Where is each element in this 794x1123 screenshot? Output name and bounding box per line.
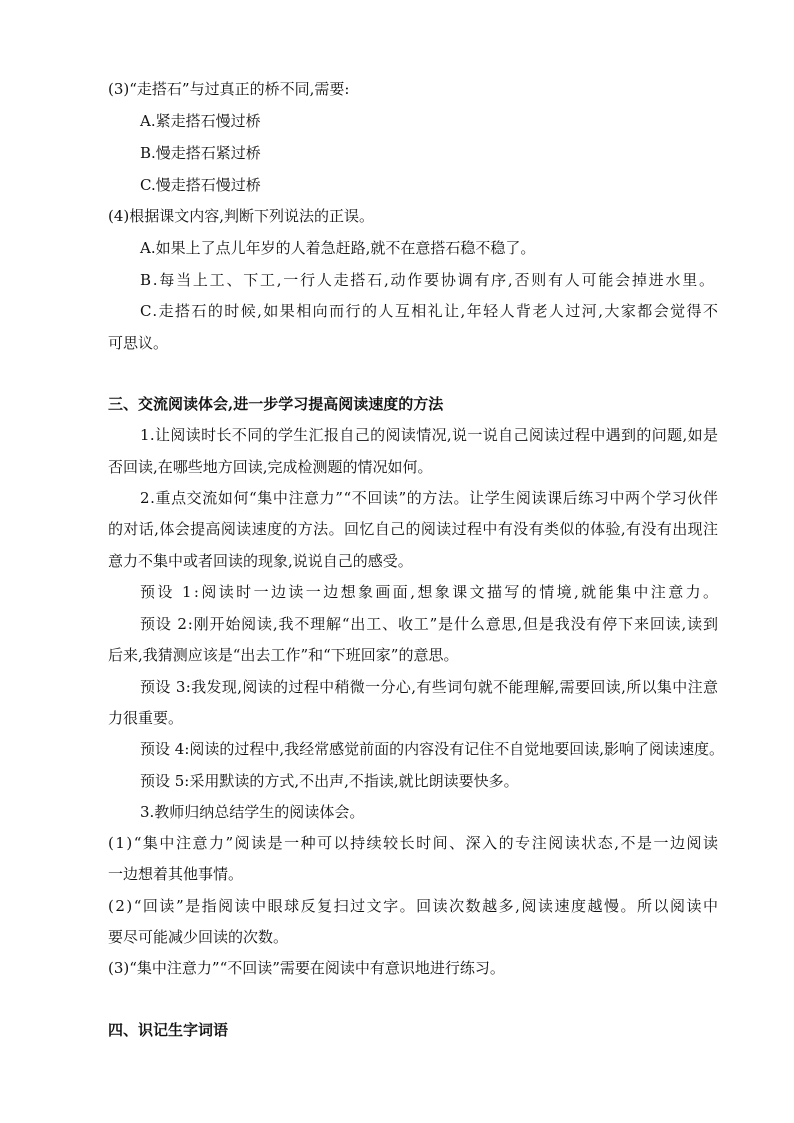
question-4-option-b: B.每当上工、下工,一行人走搭石,动作要协调有序,否则有人可能会掉进水里。: [140, 271, 716, 289]
preset-4: 预设 4:阅读的过程中,我经常感觉前面的内容没有记住不自觉地要回读,影响了阅读速度。: [140, 740, 725, 758]
question-3-option-a: A.紧走搭石慢过桥: [140, 112, 261, 130]
summary-2: (2)“回读”是指阅读中眼球反复扫过文字。回读次数越多,阅读速度越慢。所以阅读中: [108, 897, 720, 915]
question-3-stem: (3)“走搭石”与过真正的桥不同,需要:: [108, 80, 350, 98]
preset-2-continued: 后来,我猜测应该是“出去工作”和“下班回家”的意思。: [108, 646, 459, 664]
preset-2: 预设 2:刚开始阅读,我不理解“出工、收工”是什么意思,但是我没有停下来回读,读到: [140, 615, 719, 633]
paragraph-line: 的对话,体会提高阅读速度的方法。回忆自己的阅读过程中有没有类似的体验,有没有出现注: [108, 520, 719, 538]
paragraph-line: 1.让阅读时长不同的学生汇报自己的阅读情况,说一说自己阅读过程中遇到的问题,如是: [140, 426, 719, 444]
paragraph-line: 3.教师归纳总结学生的阅读体会。: [140, 803, 365, 821]
question-4-option-c-continued: 可思议。: [108, 334, 169, 352]
section-4-heading: 四、识记生字词语: [108, 1021, 229, 1039]
summary-3: (3)“集中注意力”“不回读”需要在阅读中有意识地进行练习。: [108, 959, 505, 977]
paragraph-line: 2.重点交流如何“集中注意力”“不回读”的方法。让学生阅读课后练习中两个学习伙伴: [140, 489, 719, 507]
paragraph-line: 否回读,在哪些地方回读,完成检测题的情况如何。: [108, 458, 433, 476]
preset-3: 预设 3:我发现,阅读的过程中稍微一分心,有些词句就不能理解,需要回读,所以集中注意: [140, 678, 719, 696]
preset-5: 预设 5:采用默读的方式,不出声,不指读,就比朗读要快多。: [140, 772, 519, 790]
preset-1: 预设 1:阅读时一边读一边想象画面,想象课文描写的情境,就能集中注意力。: [140, 583, 721, 601]
summary-1-continued: 一边想着其他事情。: [108, 865, 244, 883]
question-3-option-c: C.慢走搭石慢过桥: [140, 176, 261, 194]
summary-2-continued: 要尽可能减少回读的次数。: [108, 928, 289, 946]
question-4-option-a: A.如果上了点儿年岁的人着急赶路,就不在意搭石稳不稳了。: [140, 239, 536, 257]
section-3-heading: 三、交流阅读体会,进一步学习提高阅读速度的方法: [108, 395, 444, 413]
paragraph-line: 意力不集中或者回读的现象,说说自己的感受。: [108, 552, 413, 570]
preset-3-continued: 力很重要。: [108, 709, 184, 727]
question-4-stem: (4)根据课文内容,判断下列说法的正误。: [108, 207, 375, 225]
summary-1: (1)“集中注意力”阅读是一种可以持续较长时间、深入的专注阅读状态,不是一边阅读: [108, 834, 720, 852]
question-4-option-c: C.走搭石的时候,如果相向而行的人互相礼让,年轻人背老人过河,大家都会觉得不: [140, 302, 720, 320]
question-3-option-b: B.慢走搭石紧过桥: [140, 144, 261, 162]
